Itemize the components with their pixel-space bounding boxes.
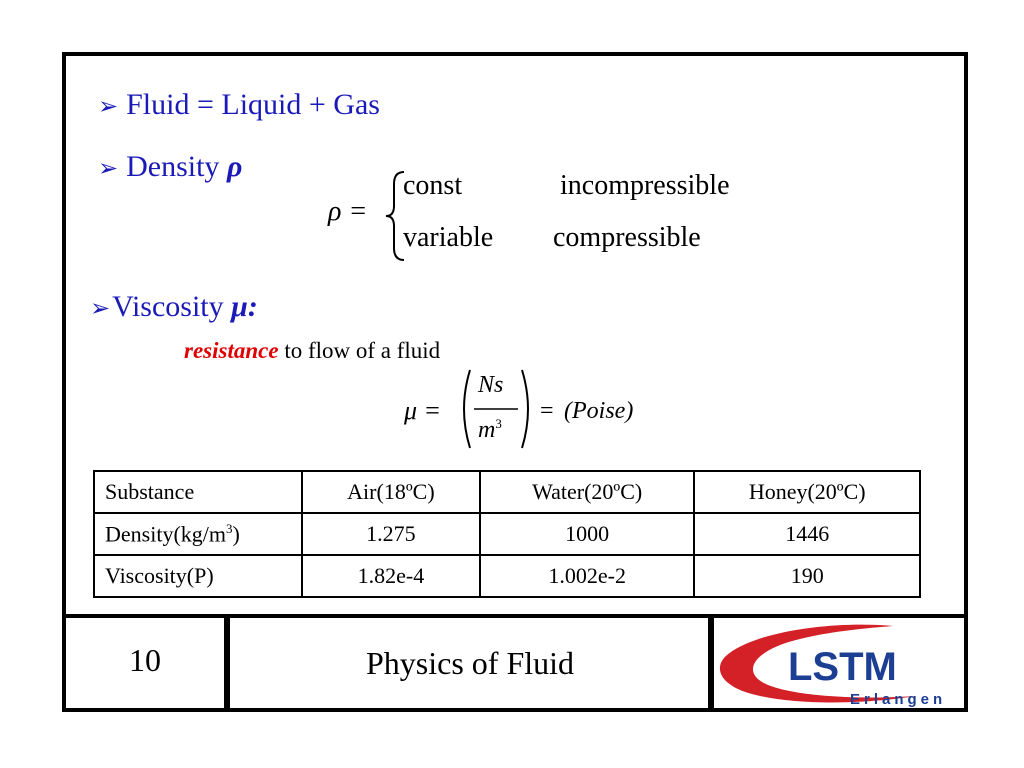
fraction-denominator: $m^3$ bbox=[478, 416, 502, 443]
viscosity-lhs: μ = bbox=[404, 396, 442, 425]
table-cell: 1.002e-2 bbox=[480, 555, 695, 597]
density-row2-value: variable bbox=[403, 222, 494, 253]
logo-text: LSTM bbox=[788, 645, 897, 689]
table-cell: 190 bbox=[694, 555, 920, 597]
table-cell: 1.82e-4 bbox=[302, 555, 480, 597]
density-lhs: ρ = bbox=[328, 196, 368, 227]
arrow-bullet-icon: ➢ bbox=[98, 156, 119, 182]
header-cell: Water(20ºC) bbox=[480, 471, 695, 513]
footer-divider bbox=[62, 614, 968, 618]
properties-table bbox=[93, 470, 921, 598]
fraction-numerator: Ns bbox=[478, 372, 504, 398]
table-cell: 1.275 bbox=[302, 513, 480, 555]
header-cell: Honey(20ºC) bbox=[694, 471, 920, 513]
unit-poise: (Poise) bbox=[564, 398, 634, 424]
bullet-viscosity: ➢Viscosity μ: bbox=[90, 290, 258, 323]
keyword-resistance: resistance bbox=[184, 338, 279, 363]
page-number: 10 bbox=[129, 642, 161, 678]
table-cell: 1446 bbox=[694, 513, 920, 555]
row-label: $Density(kg/m^3)$ bbox=[94, 513, 302, 555]
density-row2-desc: compressible bbox=[553, 222, 701, 253]
density-row1-value: const bbox=[403, 170, 463, 201]
arrow-bullet-icon: ➢ bbox=[98, 94, 119, 120]
bullet-density: ➢ Density ρ bbox=[98, 150, 243, 183]
header-cell: Substance bbox=[94, 471, 302, 513]
density-row1-desc: incompressible bbox=[560, 170, 730, 201]
equals-sign: = bbox=[540, 398, 554, 424]
bullet-fluid: ➢ Fluid = Liquid + Gas bbox=[98, 88, 380, 121]
table-row-viscosity bbox=[94, 555, 920, 597]
table-row-density bbox=[94, 513, 920, 555]
row-label: Viscosity(P) bbox=[94, 555, 302, 597]
arrow-bullet-icon: ➢ bbox=[90, 296, 111, 322]
viscosity-definition: resistance to flow of a fluid bbox=[184, 338, 441, 363]
header-cell: Air(18ºC) bbox=[302, 471, 480, 513]
footer-title: Physics of Fluid bbox=[365, 645, 575, 681]
table-cell: 1000 bbox=[480, 513, 695, 555]
lstm-logo bbox=[716, 620, 966, 708]
table-header-row bbox=[94, 471, 920, 513]
logo-subtext: Erlangen bbox=[850, 691, 947, 708]
